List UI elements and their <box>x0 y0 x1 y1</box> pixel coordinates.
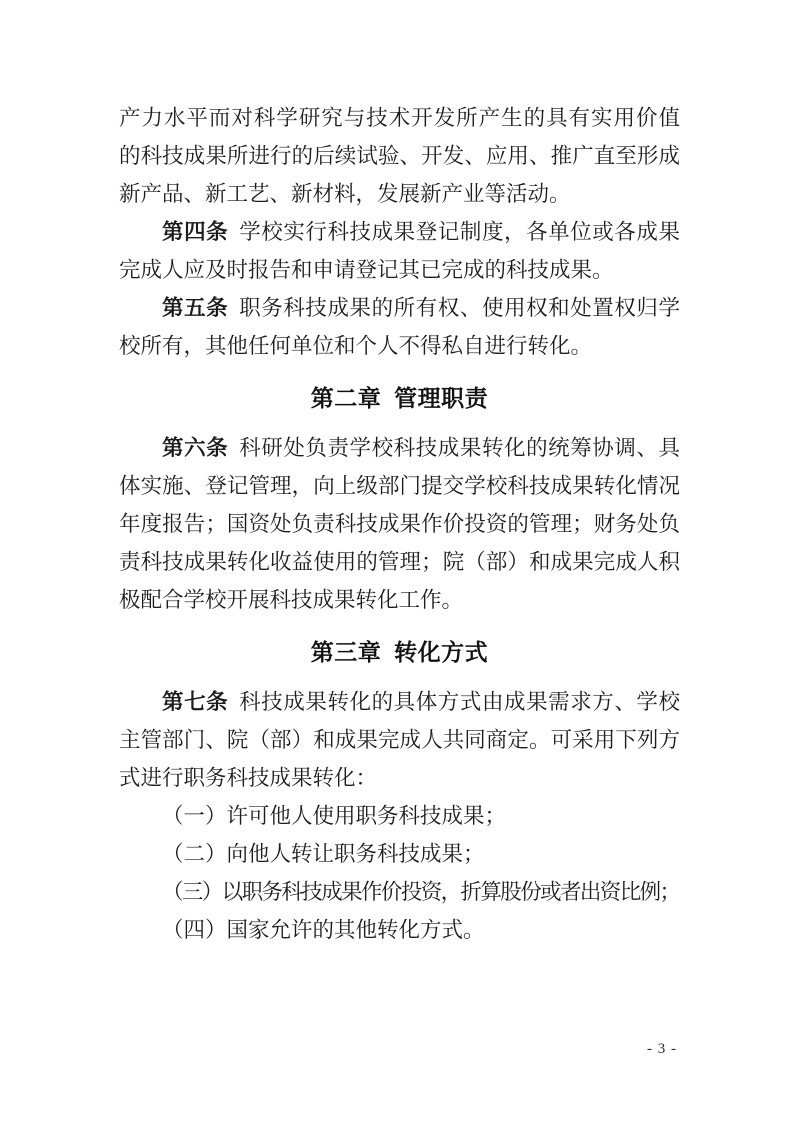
chapter-2-heading: 第二章 管理职责 <box>310 385 489 411</box>
article-6-lead: 第六条 <box>162 436 229 460</box>
article-7-line-1 <box>119 683 680 721</box>
list-item-3: （三）以职务科技成果作价投资，折算股份或者出资比例； <box>162 880 680 904</box>
article-6-line-2: 体实施、登记管理，向上级部门提交学校科技成果转化情况 <box>119 474 680 498</box>
article-5-text: 职务科技成果的所有权、使用权和处置权归学 <box>239 296 680 320</box>
article-6-line-1 <box>119 429 680 467</box>
article-7-lead: 第七条 <box>162 690 229 714</box>
paragraph-continuation-line-1: 产力水平而对科学研究与技术开发所产生的具有实用价值 <box>119 106 680 130</box>
article-5-line-2: 校所有，其他任何单位和个人不得私自进行转化。 <box>119 334 593 358</box>
paragraph-continuation <box>119 99 680 213</box>
article-7-line-3: 式进行职务科技成果转化： <box>119 766 378 790</box>
article-6-line-4: 责科技成果转化收益使用的管理；院（部）和成果完成人积 <box>119 550 680 574</box>
article-4-line-1 <box>119 213 680 251</box>
article-5-line-1 <box>119 289 680 327</box>
article-7 <box>119 683 680 797</box>
list-item-4: （四）国家允许的其他转化方式。 <box>162 918 485 942</box>
article-5 <box>119 289 680 365</box>
chapter-3-heading: 第三章 转化方式 <box>310 639 489 665</box>
article-6 <box>119 429 680 619</box>
article-6-line-5: 极配合学校开展科技成果转化工作。 <box>119 588 464 612</box>
article-4-text: 学校实行科技成果登记制度，各单位或各成果 <box>239 220 680 244</box>
article-4-line-2: 完成人应及时报告和申请登记其已完成的科技成果。 <box>119 258 614 282</box>
list-item-2: （二）向他人转让职务科技成果； <box>162 842 485 866</box>
article-4 <box>119 213 680 289</box>
paragraph-continuation-line-2: 的科技成果所进行的后续试验、开发、应用、推广直至形成 <box>119 144 680 168</box>
article-5-lead: 第五条 <box>162 296 229 320</box>
document-body <box>119 99 680 949</box>
paragraph-continuation-line-3: 新产品、新工艺、新材料，发展新产业等活动。 <box>119 182 571 206</box>
article-4-lead: 第四条 <box>162 220 229 244</box>
article-7-line-2: 主管部门、院（部）和成果完成人共同商定。可采用下列方 <box>119 728 680 752</box>
list-item-1: （一）许可他人使用职务科技成果； <box>162 804 507 828</box>
page-number: - 3 - <box>647 1041 677 1057</box>
article-7-text: 科技成果转化的具体方式由成果需求方、学校 <box>239 690 680 714</box>
article-6-line-3: 年度报告；国资处负责科技成果作价投资的管理；财务处负 <box>119 512 680 536</box>
article-6-text: 科研处负责学校科技成果转化的统筹协调、具 <box>239 436 680 460</box>
